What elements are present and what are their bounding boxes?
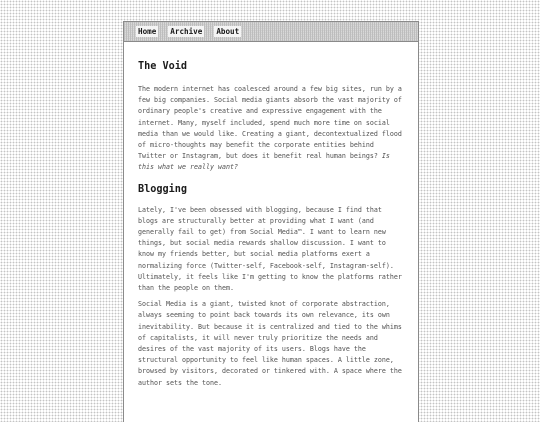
main-content xyxy=(124,60,418,389)
blogging-paragraph-2: Social Media is a giant, twisted knot of corporate abstraction, always seeming to point back towards its own relevance, its own inevitability. But because it is centralized and tied to the whims of capitalists, it will never truly prioritize the needs and desires of the vast majority of its users. Blogs have the structural opportunity to feel like human spaces. A little zone, browsed by visitors, decorated or tinkered with. A space where the author sets the tone. xyxy=(138,300,402,387)
nav-archive-link[interactable]: Archive xyxy=(170,27,203,36)
void-paragraph-emphasis: Is this what we really want? xyxy=(138,152,390,172)
nav-home-link[interactable]: Home xyxy=(138,27,157,36)
page-container xyxy=(123,21,419,422)
section-heading-the-void: The Void xyxy=(138,61,188,72)
void-paragraph-text: The modern internet has coalesced around a few big sites, run by a few big companies. Social media giants absorb the vast majority of ordinary people's creative and expressive engagement with the internet. Many, myself included, spend much more time on social media than we would like. Creating a giant, decontextualized flood of micro-thoughts may benefit the corporate entities behind Twitter or Instagram, but does it benefit real human beings? xyxy=(138,85,402,161)
top-nav xyxy=(124,22,418,42)
void-paragraph xyxy=(138,84,405,174)
section-heading-blogging: Blogging xyxy=(138,183,188,195)
blogging-paragraph-1: Lately, I've been obsessed with blogging, because I find that blogs are structurally better at providing what I want (and generally fail to get) from Social Media™. I want to learn new things, but social media rewards shallow discussion. I want to know my friends better, but social media platforms exert a normalizing force (Twitter-self, Facebook-self, Instagram-self). Ultimately, it feels like I'm getting to know the platforms rather than the people on them. xyxy=(138,205,402,293)
nav-about-link[interactable]: About xyxy=(216,27,240,36)
